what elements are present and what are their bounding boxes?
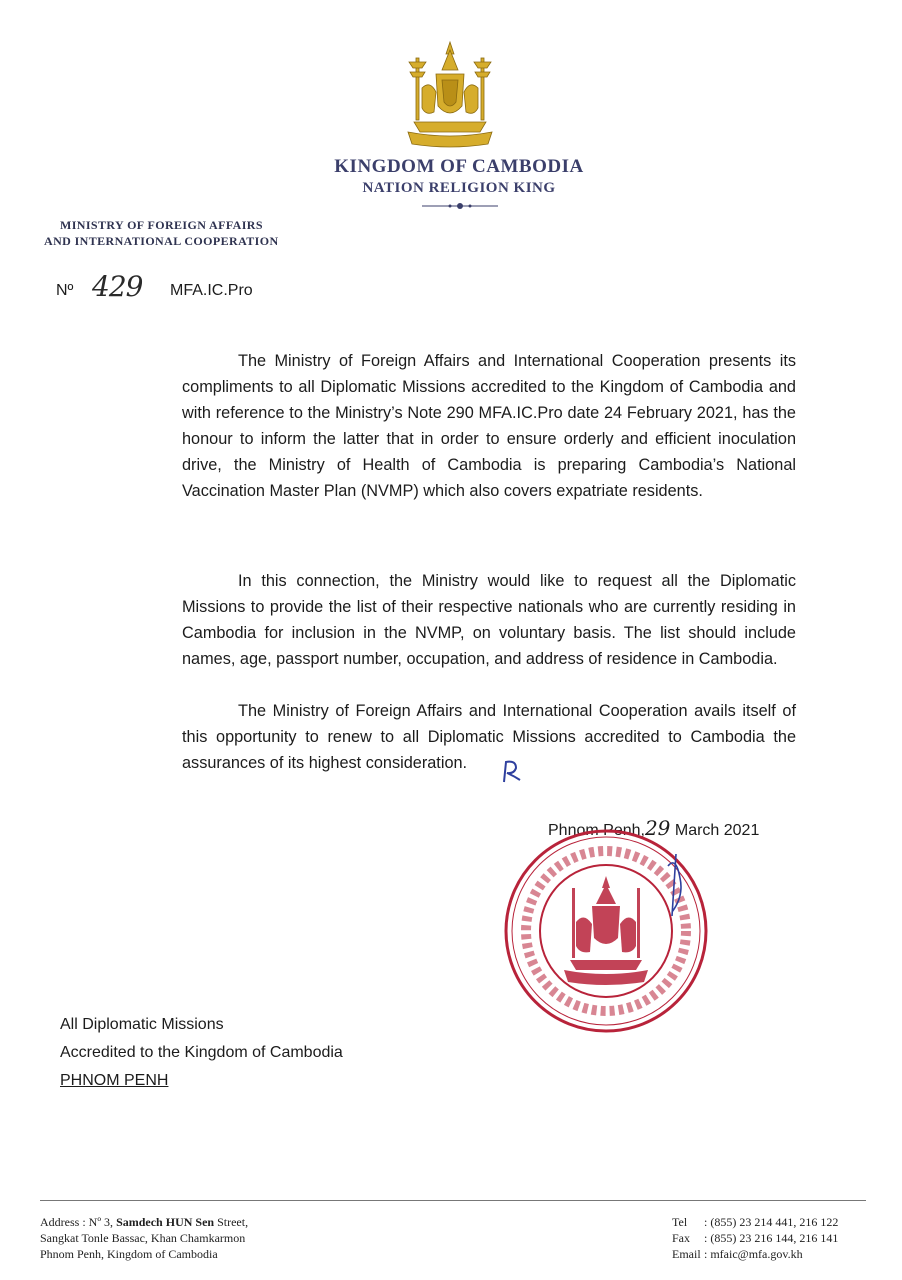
ministry-name-line2: AND INTERNATIONAL COOPERATION bbox=[44, 234, 279, 248]
footer-tel: Tel : (855) 23 214 441, 216 122 bbox=[672, 1215, 839, 1229]
addressee-line-1: All Diplomatic Missions bbox=[60, 1016, 224, 1033]
footer-fax: Fax : (855) 23 216 144, 216 141 bbox=[672, 1231, 839, 1245]
footer-divider bbox=[40, 1200, 866, 1201]
footer-address-line-1: Address : Nº 3, Samdech HUN Sen Street, bbox=[40, 1215, 249, 1229]
footer-contacts bbox=[672, 1214, 838, 1262]
reference-number-handwritten: 429 bbox=[92, 270, 143, 303]
body-paragraph-3: The Ministry of Foreign Affairs and International Cooperation avails itself of this opportunity to renew to all Diplomatic Missions accredited to Cambodia the assurances of its highest consideration. bbox=[182, 702, 796, 772]
date-line: Phnom Penh,29 March 2021 bbox=[548, 816, 760, 840]
body-paragraph-2: In this connection, the Ministry would like to request all the Diplomatic Missions to provide the list of their respective nationals who are currently residing in Cambodia for inclusion in the NVMP, on voluntary basis. The list should include names, age, passport number, occupation, and address of residence in Cambodia. bbox=[182, 572, 796, 668]
national-motto: NATION RELIGION KING bbox=[362, 180, 556, 196]
reference-prefix: Nº bbox=[56, 282, 74, 299]
royal-coat-of-arms-emblem bbox=[400, 40, 500, 148]
body-paragraph-1: The Ministry of Foreign Affairs and International Cooperation presents its compliments to all Diplomatic Missions accredited to the Kingdom of Cambodia and with reference to the Ministry’s Note 290 MFA.IC.Pro date 24 February 2021, has the honour to inform the latter that in order to ensure orderly and efficient inoculation drive, the Ministry of Health of Cambodia is preparing Cambodia’s National Vaccination Master Plan (NVMP) which also covers expatriate residents. bbox=[182, 352, 796, 500]
footer-address-line-2: Sangkat Tonle Bassac, Khan Chamkarmon bbox=[40, 1231, 246, 1245]
footer-address bbox=[40, 1214, 248, 1262]
footer-address-line-3: Phnom Penh, Kingdom of Cambodia bbox=[40, 1247, 218, 1261]
initial-mark bbox=[500, 758, 524, 784]
kingdom-title: KINGDOM OF CAMBODIA bbox=[334, 156, 584, 177]
addressee-city: PHNOM PENH bbox=[60, 1072, 169, 1089]
official-ministry-seal bbox=[500, 826, 712, 1036]
addressee-line-2: Accredited to the Kingdom of Cambodia bbox=[60, 1044, 343, 1061]
ministry-name-line1: MINISTRY OF FOREIGN AFFAIRS bbox=[60, 218, 263, 232]
footer-email: Email : mfaic@mfa.gov.kh bbox=[672, 1247, 803, 1261]
ornament-divider bbox=[420, 200, 500, 212]
reference-code: MFA.IC.Pro bbox=[170, 282, 253, 299]
